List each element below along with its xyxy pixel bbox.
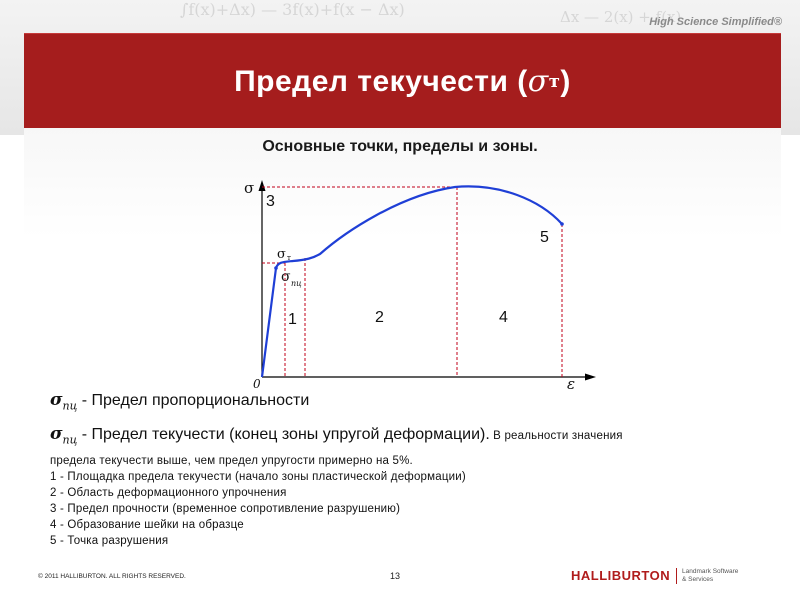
halliburton-logo: HALLIBURTON [571, 568, 671, 583]
sigma-pc-subscript: пц [291, 279, 302, 288]
division-name [682, 568, 782, 584]
x-axis-arrow [585, 374, 596, 381]
guide-lines [262, 187, 562, 377]
slide-subtitle: Основные точки, пределы и зоны. [262, 138, 538, 155]
background-formula-decoration: ∫f(x)+Δx) — 3f(x)+f(x − Δx) [180, 0, 405, 19]
division-line: & Services [682, 576, 714, 583]
brand-tagline: High Science Simplified® [649, 16, 782, 28]
zone-5-label: 5 [540, 229, 549, 246]
title-symbol: σ [527, 64, 549, 99]
legend-text: - Предел текучести (конец зоны упругой деформации). [77, 426, 490, 444]
page-number: 13 [390, 571, 401, 581]
x-axis-label: ε [567, 375, 576, 393]
title-subscript: т [548, 71, 561, 92]
origin-label: 0 [253, 377, 261, 391]
title-prefix: Предел текучести ( [234, 64, 528, 98]
legend-line-proportionality [50, 388, 790, 418]
zone-3-label: 3 [266, 193, 275, 210]
y-axis-label: σ [244, 179, 255, 197]
footer-divider [676, 568, 677, 584]
sigma-pc-label: σ [281, 269, 291, 285]
sigma-t-subscript: т [287, 254, 291, 262]
legend-symbol [50, 390, 78, 413]
zone-1-label: 1 [288, 311, 297, 328]
legend-note: В реальности значения [489, 430, 623, 443]
legend-item: 2 - Область деформационного упрочнения [50, 486, 287, 499]
legend-note-continued: предела текучести выше, чем предел упругости примерно на 5%. [50, 454, 413, 467]
legend-item: 4 - Образование шейки на образце [50, 518, 244, 531]
sigma-symbol: σ [50, 390, 63, 410]
background-formula-decoration: Δx — 2(x) + f(x) [560, 8, 682, 26]
sigma-subscript: пц [62, 433, 78, 447]
legend-text: - Предел пропорциональности [77, 392, 310, 409]
sigma-symbol: σ [50, 424, 63, 445]
title-suffix: ) [560, 64, 571, 98]
fracture-point [560, 222, 564, 226]
y-axis-arrow [259, 180, 266, 191]
zone-4-label: 4 [499, 309, 508, 326]
footer-copyright: © 2011 HALLIBURTON. ALL RIGHTS RESERVED. [38, 573, 186, 580]
legend-line-yield [50, 422, 790, 452]
stress-strain-curve [262, 186, 562, 377]
legend-item: 5 - Точка разрушения [50, 534, 169, 547]
sigma-t-label: σ [277, 247, 286, 262]
sigma-subscript: пц [62, 399, 78, 413]
legend-text-block [50, 388, 790, 549]
zone-2-label: 2 [375, 309, 384, 326]
legend-item: 1 - Площадка предела текучести (начало зоны пластической деформации) [50, 470, 466, 483]
legend-item: 3 - Предел прочности (временное сопротивление разрушению) [50, 502, 401, 515]
legend-symbol [50, 424, 78, 447]
proportionality-point [274, 266, 278, 270]
division-line: Landmark Software [682, 568, 739, 575]
